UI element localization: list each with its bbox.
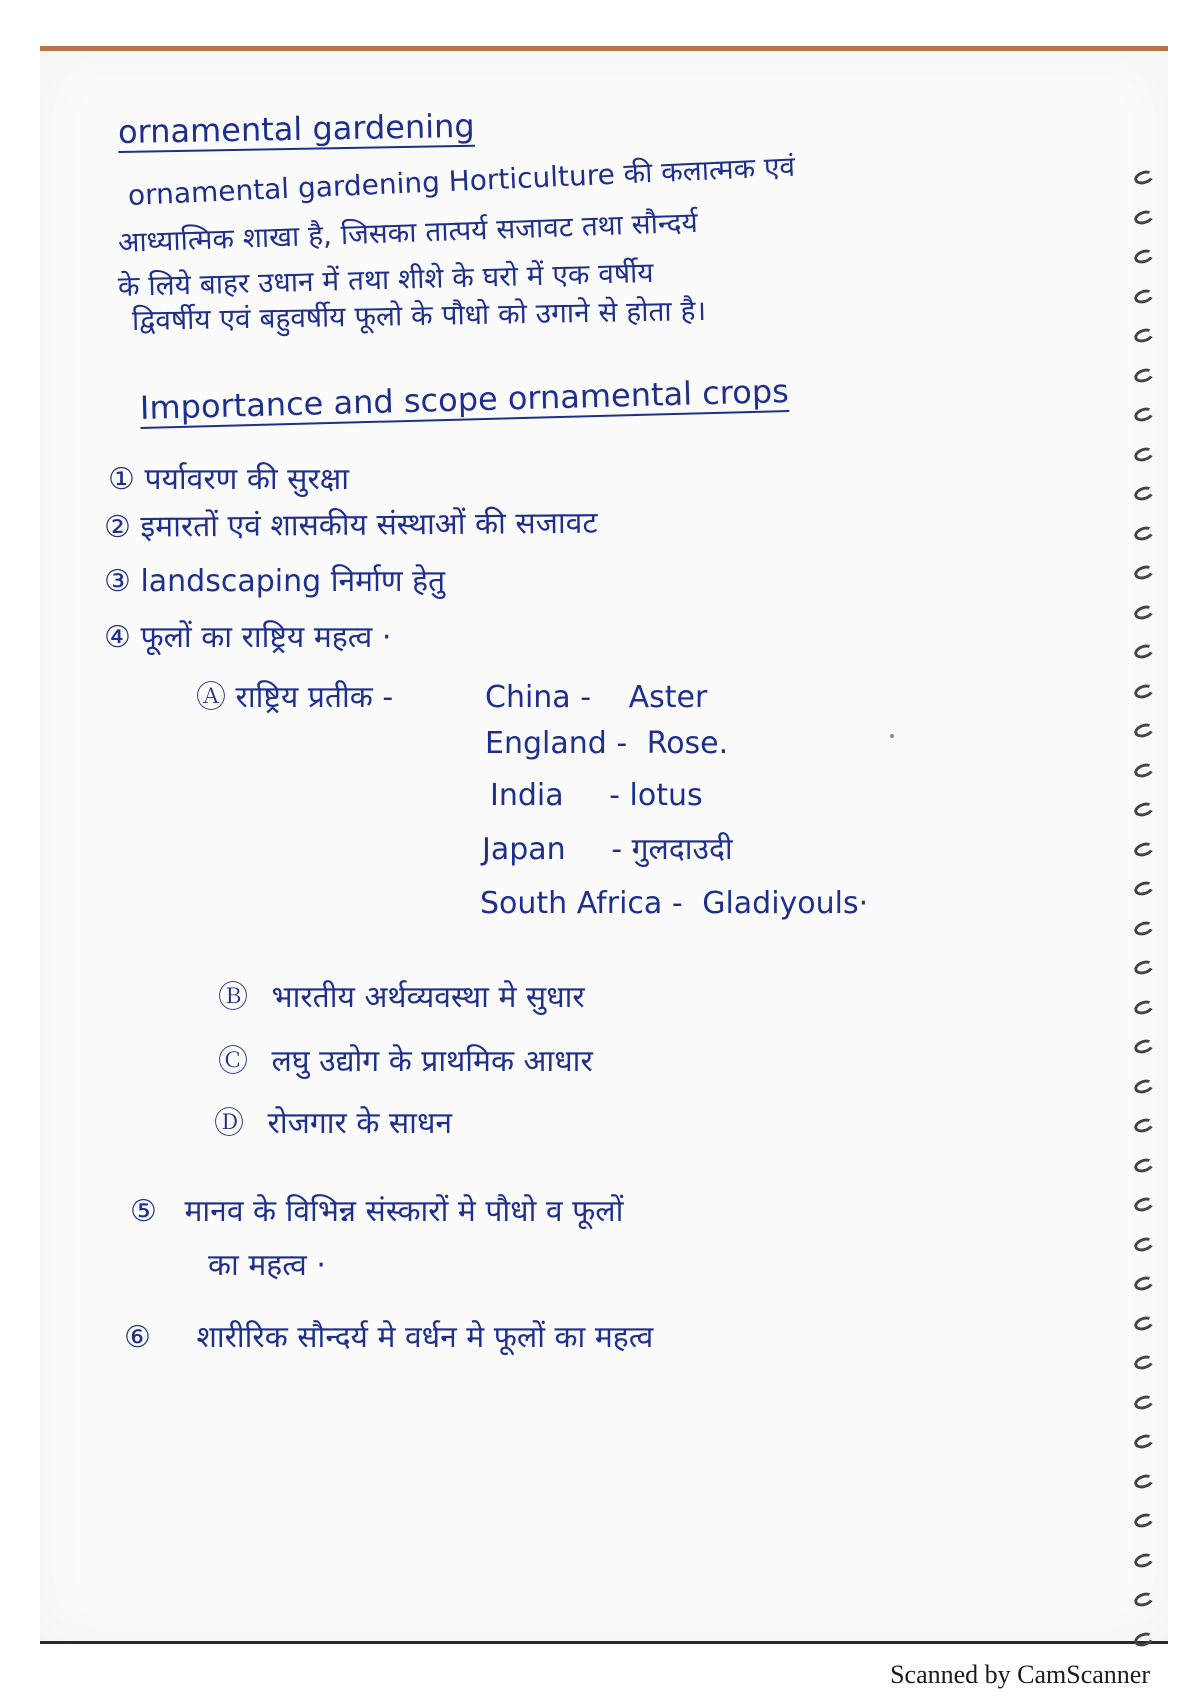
spiral-ring — [1132, 1077, 1155, 1096]
section-heading: Importance and scope ornamental crops — [139, 372, 790, 427]
spiral-ring — [1132, 563, 1155, 582]
country-name: China - — [485, 680, 592, 715]
country-name: England - — [485, 726, 628, 761]
list-item — [218, 978, 585, 1018]
country-name: Japan — [482, 832, 566, 867]
country-name: India — [490, 778, 564, 813]
item-text: पर्यावरण की सुरक्षा — [144, 462, 350, 497]
list-item — [104, 504, 598, 548]
item-text-continued: का महत्व · — [208, 1248, 326, 1283]
intro-line: द्विवर्षीय एवं बहुवर्षीय फूलो के पौधो को उगाने से होता है। — [131, 293, 707, 337]
item-number: Ⓒ — [218, 1044, 248, 1079]
country-flower-row — [480, 884, 868, 924]
intro-line: के लिये बाहर उधान में तथा शीशे के घरो में एक वर्षीय — [117, 255, 654, 303]
item-text: इमारतों एवं शासकीय संस्थाओं की सजावट — [140, 505, 598, 545]
country-flower-row — [485, 724, 728, 764]
page-title: ornamental gardening — [117, 106, 475, 151]
spiral-ring — [1132, 879, 1155, 898]
item-text: रोजगार के साधन — [267, 1106, 453, 1141]
spiral-ring — [1132, 524, 1155, 543]
item-number: ⑤ — [130, 1194, 157, 1229]
spiral-ring — [1132, 1432, 1155, 1451]
spiral-ring — [1132, 484, 1155, 503]
spiral-ring — [1132, 1314, 1155, 1333]
spiral-binding — [1118, 171, 1162, 1691]
item-text: फूलों का राष्ट्रिय महत्व · — [140, 620, 392, 655]
spiral-ring — [1132, 1511, 1155, 1530]
spiral-ring — [1132, 800, 1155, 819]
item-text: राष्ट्रिय प्रतीक - — [235, 680, 394, 715]
spiral-ring — [1132, 1195, 1155, 1214]
list-item — [124, 1318, 653, 1358]
spiral-ring — [1132, 1274, 1155, 1293]
flower-name: - गुलदाउदी — [611, 832, 733, 867]
country-name: South Africa - — [480, 886, 683, 921]
spiral-ring — [1132, 405, 1155, 424]
item-number: ③ — [104, 564, 131, 599]
spiral-ring — [1132, 682, 1155, 701]
spiral-ring — [1132, 919, 1155, 938]
list-item — [218, 1042, 593, 1082]
spiral-ring — [1132, 287, 1155, 306]
flower-name: Gladiyouls· — [702, 886, 869, 921]
country-flower-row — [482, 830, 733, 870]
list-item — [130, 1192, 623, 1232]
list-item — [104, 618, 391, 658]
spiral-ring — [1132, 603, 1155, 622]
item-number: Ⓑ — [218, 980, 248, 1015]
spiral-ring — [1132, 247, 1155, 266]
item-number: ④ — [104, 620, 131, 655]
scanner-watermark: Scanned by CamScanner — [890, 1660, 1150, 1689]
spiral-ring — [1132, 840, 1155, 859]
spiral-ring — [1132, 208, 1155, 227]
national-symbol-label — [196, 678, 393, 718]
spiral-ring — [1132, 366, 1155, 385]
spiral-ring — [1132, 1630, 1155, 1649]
spiral-ring — [1132, 445, 1155, 464]
spiral-ring — [1132, 1235, 1155, 1254]
spiral-ring — [1132, 642, 1155, 661]
item-text: शारीरिक सौन्दर्य मे वर्धन मे फूलों का महत्व — [196, 1320, 654, 1355]
spiral-ring — [1132, 1590, 1155, 1609]
spiral-ring — [1132, 958, 1155, 977]
item-text: landscaping निर्माण हेतु — [140, 564, 446, 599]
list-item — [104, 562, 445, 602]
item-number: ① — [108, 462, 135, 497]
country-flower-row — [490, 776, 703, 816]
spiral-ring — [1132, 1472, 1155, 1491]
spiral-ring — [1132, 1037, 1155, 1056]
spiral-ring — [1132, 761, 1155, 780]
spiral-ring — [1132, 1156, 1155, 1175]
item-number: ⑥ — [124, 1320, 151, 1355]
spiral-ring — [1132, 721, 1155, 740]
item-text: मानव के विभिन्न संस्कारों मे पौधो व फूलों — [184, 1194, 624, 1229]
item-number: Ⓓ — [214, 1106, 244, 1141]
item-text: भारतीय अर्थव्यवस्था मे सुधार — [271, 980, 585, 1015]
intro-line: ornamental gardening Horticulture की कलात्मक एवं — [127, 149, 796, 212]
flower-name: Aster — [628, 680, 708, 715]
list-item — [214, 1104, 452, 1144]
spiral-ring — [1132, 168, 1155, 187]
spiral-ring — [1132, 998, 1155, 1017]
intro-line: आध्यात्मिक शाखा है, जिसका तात्पर्य सजावट तथा सौन्दर्य — [117, 205, 699, 259]
item-text: लघु उद्योग के प्राथमिक आधार — [271, 1044, 593, 1079]
item-number: Ⓐ — [196, 680, 226, 715]
item-number: ② — [103, 509, 132, 545]
spiral-ring — [1132, 326, 1155, 345]
country-flower-row — [485, 678, 707, 718]
spiral-ring — [1132, 1393, 1155, 1412]
flower-name: - lotus — [609, 778, 703, 813]
flower-name: Rose. — [646, 726, 729, 761]
spiral-ring — [1132, 1116, 1155, 1135]
list-item — [108, 460, 349, 500]
spiral-ring — [1132, 1551, 1155, 1570]
stray-dot — [890, 734, 894, 738]
spiral-ring — [1132, 1353, 1155, 1372]
